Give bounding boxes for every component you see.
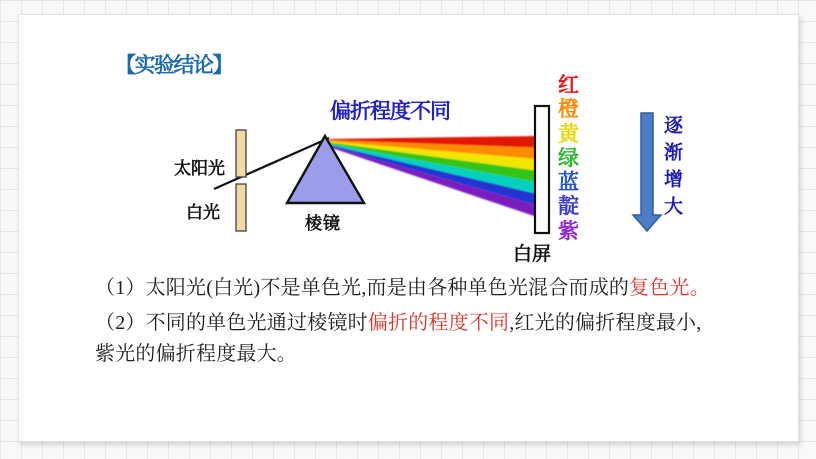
legend-char-orange: 橙 [558, 98, 579, 122]
deflection-degree-label: 偏折程度不同 [330, 100, 450, 123]
prism-label: 棱镜 [305, 214, 341, 233]
conclusion-line-2 [95, 306, 701, 335]
white-screen [535, 106, 549, 233]
slide-title: 【实验结论】 [115, 54, 232, 77]
increase-arrow-icon [633, 113, 661, 231]
white-light-label: 白光 [186, 203, 220, 222]
legend-char-indigo: 靛 [558, 195, 579, 219]
conclusion-line-1 [95, 271, 710, 300]
conclusion-2-suffix: ,红光的偏折程度最小, [509, 312, 702, 334]
screen-label: 白屏 [513, 244, 552, 265]
sunlight-label: 太阳光 [174, 159, 225, 178]
legend-char-violet: 紫 [558, 219, 579, 243]
legend-char-red: 红 [558, 74, 579, 97]
spectrum-fan [329, 136, 537, 217]
legend-char-yellow: 黄 [558, 122, 579, 146]
slit-bar-bottom [236, 184, 246, 231]
legend-char-blue: 蓝 [558, 171, 579, 195]
gradually-increase-label: 逐渐增大 [661, 115, 682, 223]
legend-char-green: 绿 [558, 146, 579, 170]
slit-bar-top [236, 130, 246, 177]
conclusion-2-text: （2）不同的单色光通过棱镜时 [95, 312, 368, 334]
conclusion-1-text: （1）太阳光(白光)不是单色光,而是由各种单色光混合而成的 [95, 277, 630, 299]
conclusion-1-highlight: 复色光。 [629, 277, 710, 299]
conclusion-2-highlight: 偏折的程度不同 [367, 312, 510, 334]
conclusion-line-3: 紫光的偏折程度最大。 [95, 343, 297, 365]
spectrum-color-legend [558, 74, 579, 244]
